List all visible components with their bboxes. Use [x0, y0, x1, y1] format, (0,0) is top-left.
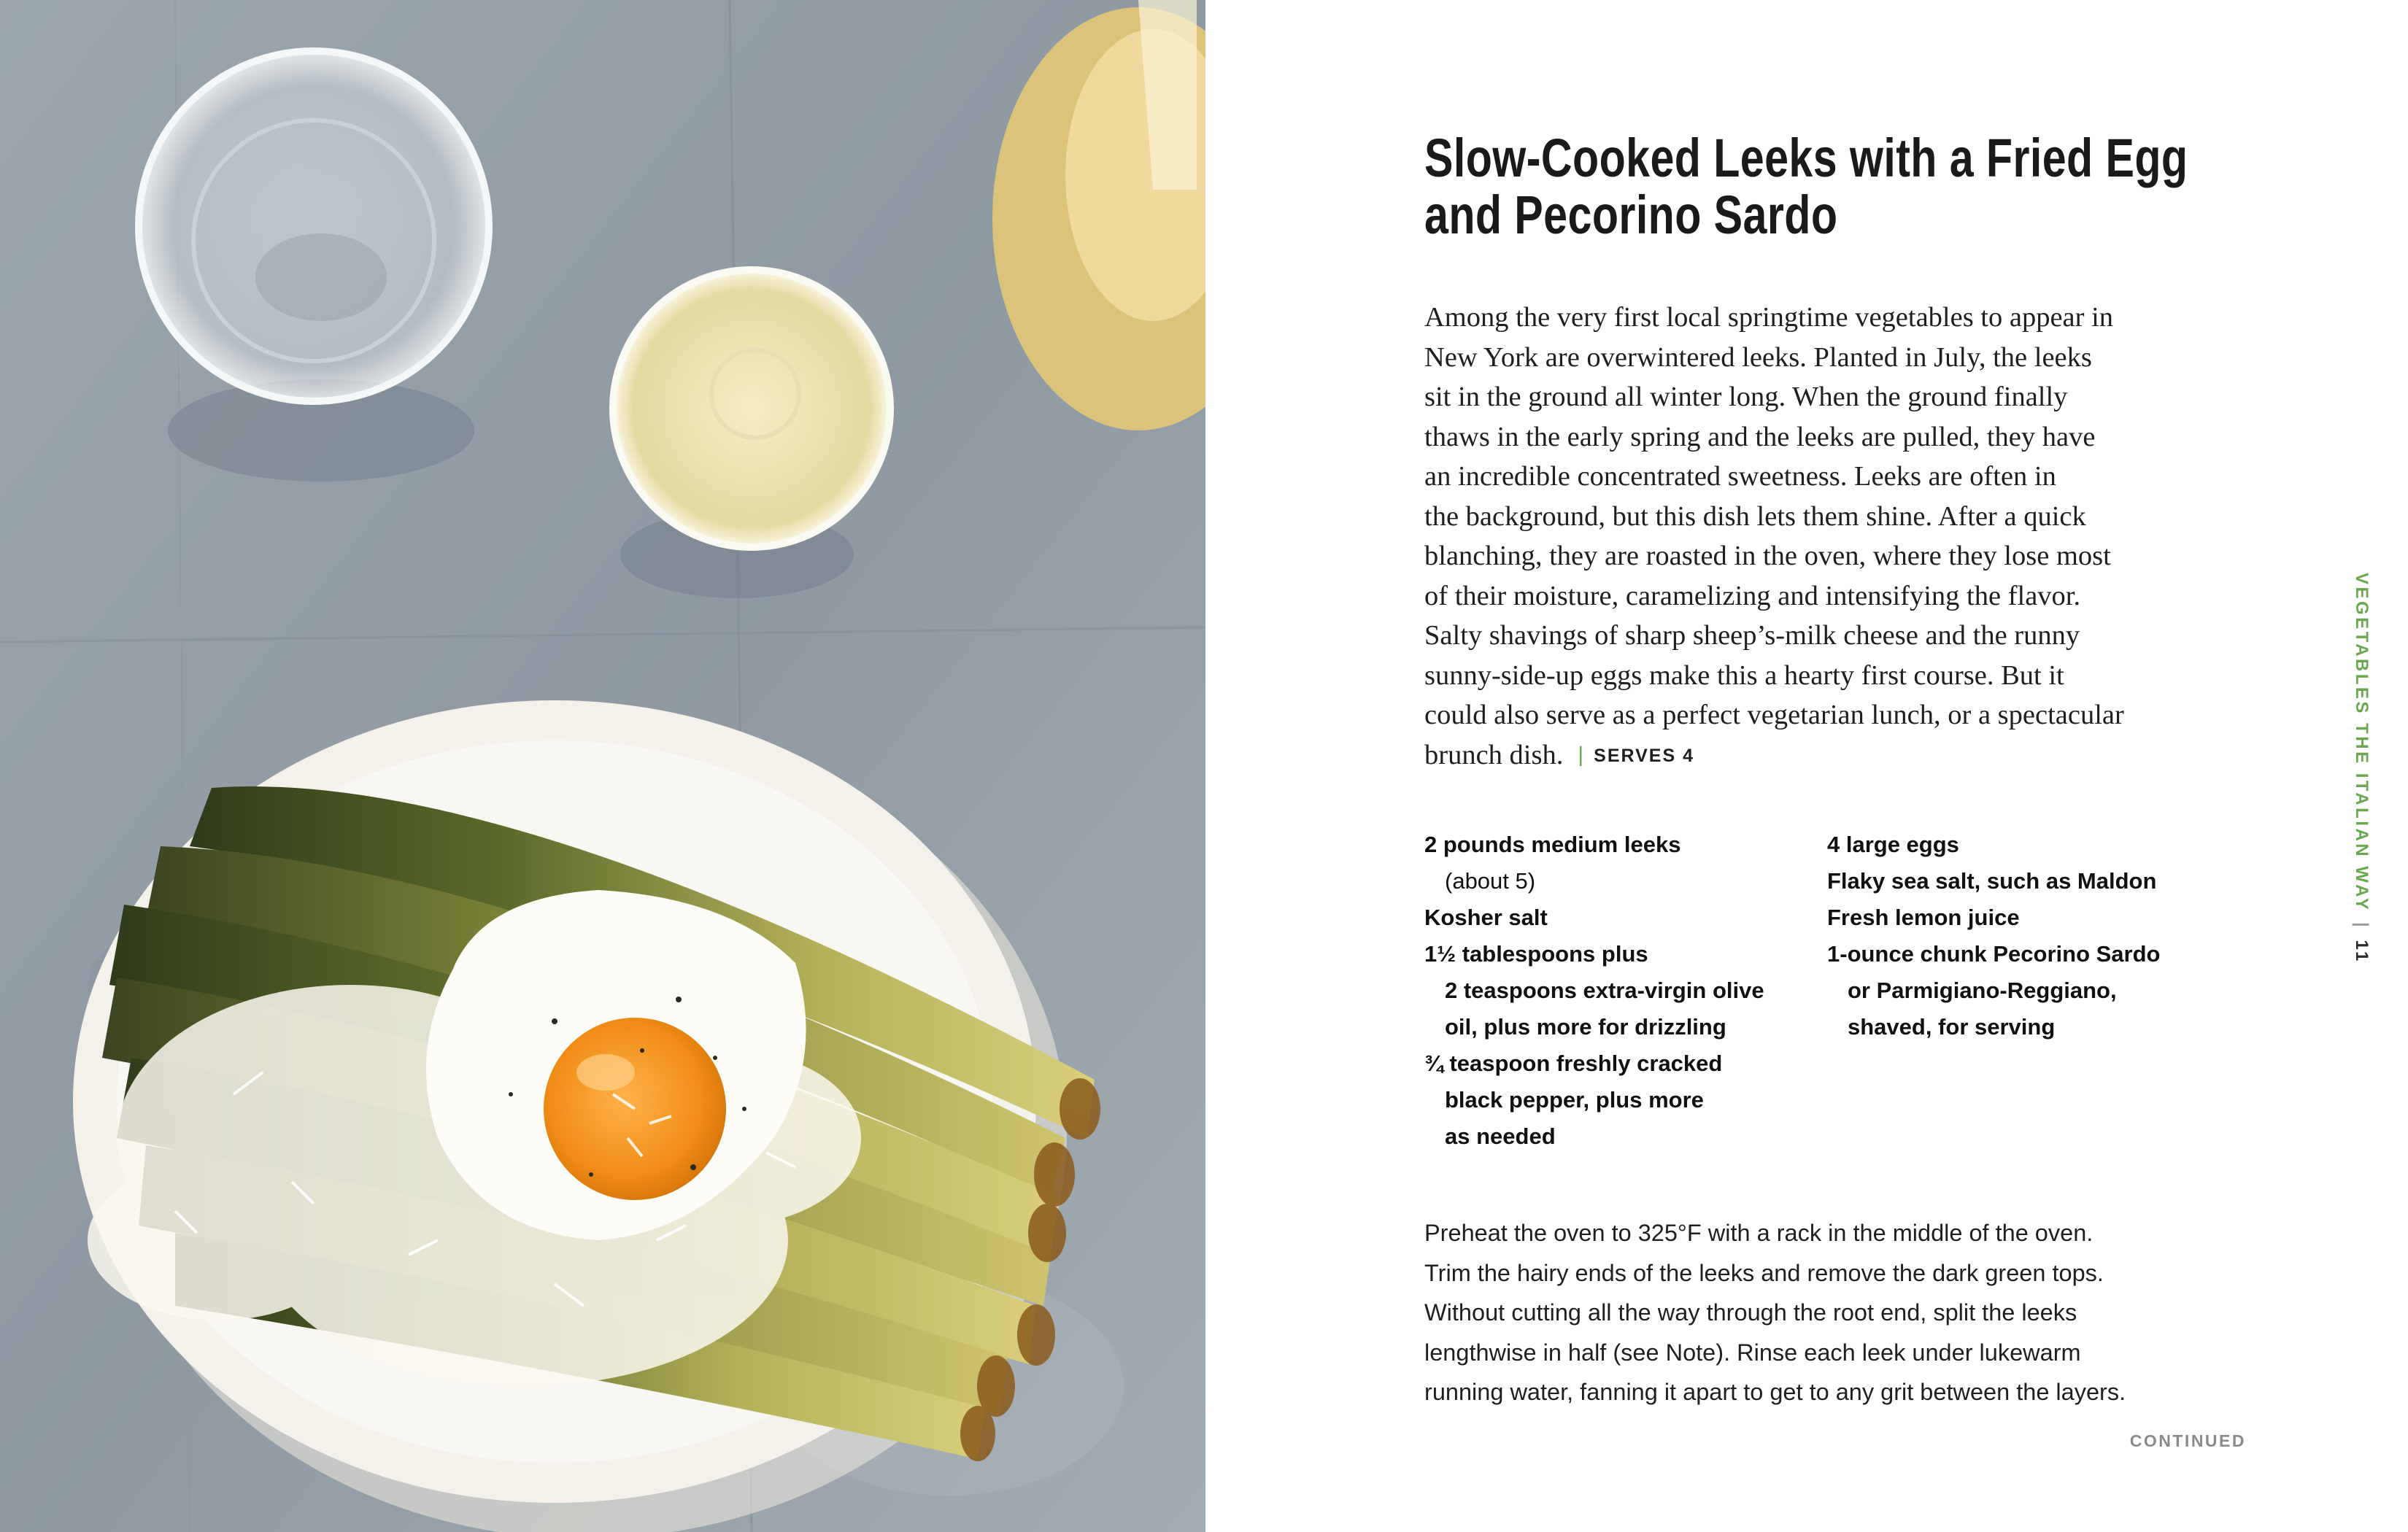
serves-separator: | — [1578, 742, 1584, 767]
ingredient-line: ¾ teaspoon freshly cracked — [1424, 1051, 1723, 1076]
method-line: Preheat the oven to 325°F with a rack in the middle of the oven. — [1424, 1220, 2094, 1246]
running-head — [2351, 573, 2372, 964]
headnote-line: sit in the ground all winter long. When the ground finally — [1424, 382, 2068, 412]
headnote — [1424, 298, 2183, 778]
recipe-title-line-1: Slow-Cooked Leeks with a Fried Egg — [1424, 128, 2188, 188]
ingredient-line: 4 large eggs — [1827, 832, 1959, 857]
ingredient-line: 2 pounds medium leeks — [1424, 832, 1681, 857]
recipe-page — [1205, 0, 2408, 1532]
ingredient-line: 1½ tablespoons plus — [1424, 941, 1648, 967]
headnote-line: thaws in the early spring and the leeks are pulled, they have — [1424, 421, 2096, 452]
headnote-line: Among the very first local springtime vegetables to appear in — [1424, 302, 2114, 333]
headnote-line: of their moisture, caramelizing and intensifying the flavor. — [1424, 580, 2081, 611]
ingredient-line: (about 5) — [1445, 868, 1536, 894]
headnote-line: sunny-side-up eggs make this a hearty first course. But it — [1424, 659, 2064, 691]
method-line: running water, fanning it apart to get to any grit between the layers. — [1424, 1379, 2126, 1405]
headnote-line: Salty shavings of sharp sheep’s-milk cheese and the runny — [1424, 620, 2080, 651]
running-head-separator: | — [2352, 922, 2372, 930]
ingredient-line: shaved, for serving — [1848, 1014, 2056, 1040]
ingredient-line: 1-ounce chunk Pecorino Sardo — [1827, 941, 2161, 967]
ingredient-line: or Parmigiano-Reggiano, — [1848, 978, 2117, 1003]
ingredients-column-1 — [1424, 827, 1764, 1155]
headnote-line: New York are overwintered leeks. Planted in July, the leeks — [1424, 341, 2092, 373]
ingredients-column-2 — [1827, 827, 2160, 1045]
ingredient-line: black pepper, plus more — [1445, 1087, 1704, 1113]
headnote-line: an incredible concentrated sweetness. Leeks are often in — [1424, 461, 2056, 492]
ingredient-line: as needed — [1445, 1123, 1556, 1149]
method-text — [1424, 1213, 2198, 1412]
ingredient-line: Flaky sea salt, such as Maldon — [1827, 868, 2157, 894]
method-line: Trim the hairy ends of the leeks and remove the dark green tops. — [1424, 1259, 2104, 1286]
headnote-last-line — [1424, 735, 2183, 778]
recipe-title-line-2: and Pecorino Sardo — [1424, 185, 1838, 245]
headnote-line: could also serve as a perfect vegetarian lunch, or a spectacular — [1424, 700, 2124, 730]
ingredient-line: oil, plus more for drizzling — [1445, 1014, 1726, 1040]
method-line: Without cutting all the way through the root end, split the leeks — [1424, 1299, 2077, 1326]
page-number: 11 — [2352, 940, 2372, 964]
headnote-line: blanching, they are roasted in the oven, where they lose most — [1424, 541, 2111, 571]
serves-label: SERVES 4 — [1594, 745, 1694, 766]
running-head-section: VEGETABLES THE ITALIAN WAY — [2352, 573, 2372, 913]
ingredient-line: Fresh lemon juice — [1827, 905, 2020, 930]
headnote-line: brunch dish. — [1424, 739, 1564, 770]
recipe-title — [1424, 130, 2230, 244]
headnote-line: the background, but this dish lets them shine. After a quick — [1424, 500, 2086, 532]
method-line: lengthwise in half (see Note). Rinse each leek under lukewarm — [1424, 1339, 2081, 1366]
ingredient-line: 2 teaspoons extra-virgin olive — [1445, 978, 1764, 1003]
ingredient-line: Kosher salt — [1424, 905, 1548, 930]
continued-label: CONTINUED — [2129, 1431, 2246, 1450]
